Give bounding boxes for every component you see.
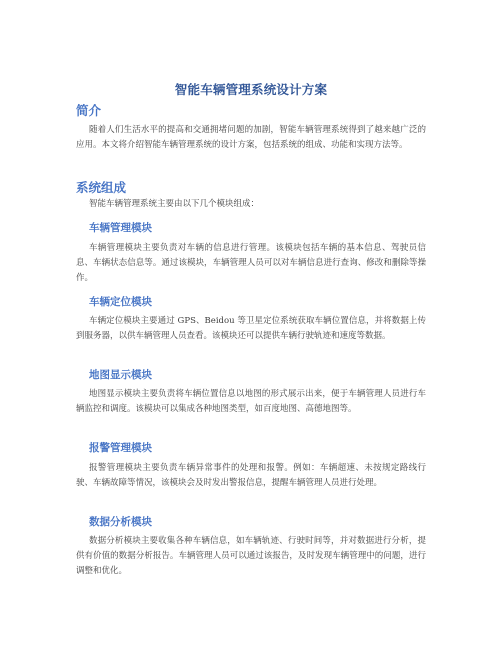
module-paragraph-data-analysis: 数据分析模块主要收集各种车辆信息，如车辆轨迹、行驶时间等，并对数据进行分析，提供有价值的数据分析报告。车辆管理人员可以通过该报告，及时发现车辆管理中的问题，进行调整和优化。 — [76, 536, 426, 576]
module-paragraph-map-display: 地图显示模块主要负责将车辆位置信息以地图的形式展示出来，便于车辆管理人员进行车辆监控和调度。该模块可以集成各种地图类型，如百度地图、高德地图等。 — [76, 389, 426, 414]
section-paragraph-components: 智能车辆管理系统主要由以下几个模块组成： — [89, 199, 260, 209]
section-heading-intro: 简介 — [76, 103, 102, 118]
document-title: 智能车辆管理系统设计方案 — [174, 82, 328, 97]
module-paragraph-alarm-management: 报警管理模块主要负责车辆异常事件的处理和报警。例如：车辆超速、未按规定路线行驶、车辆故障等情况，该模块会及时发出警报信息，提醒车辆管理人员进行处理。 — [76, 463, 426, 488]
module-heading-vehicle-positioning: 车辆定位模块 — [89, 296, 152, 308]
module-paragraph-vehicle-management: 车辆管理模块主要负责对车辆的信息进行管理。该模块包括车辆的基本信息、驾驶员信息、车辆状态信息等。通过该模块，车辆管理人员可以对车辆信息进行查询、修改和删除等操作。 — [76, 243, 426, 283]
module-paragraph-vehicle-positioning: 车辆定位模块主要通过 GPS、Beidou 等卫星定位系统获取车辆位置信息，并将数据上传到服务器，以供车辆管理人员查看。该模块还可以提供车辆行驶轨迹和速度等数据。 — [76, 316, 426, 341]
module-heading-data-analysis: 数据分析模块 — [89, 516, 152, 528]
module-heading-vehicle-management: 车辆管理模块 — [89, 222, 152, 234]
section-heading-components: 系统组成 — [76, 180, 127, 195]
section-paragraph-intro: 随着人们生活水平的提高和交通拥堵问题的加剧，智能车辆管理系统得到了越来越广泛的应用。本文将介绍智能车辆管理系统的设计方案，包括系统的组成、功能和实现方法等。 — [76, 125, 426, 150]
module-heading-alarm-management: 报警管理模块 — [89, 442, 152, 454]
module-heading-map-display: 地图显示模块 — [89, 369, 152, 381]
